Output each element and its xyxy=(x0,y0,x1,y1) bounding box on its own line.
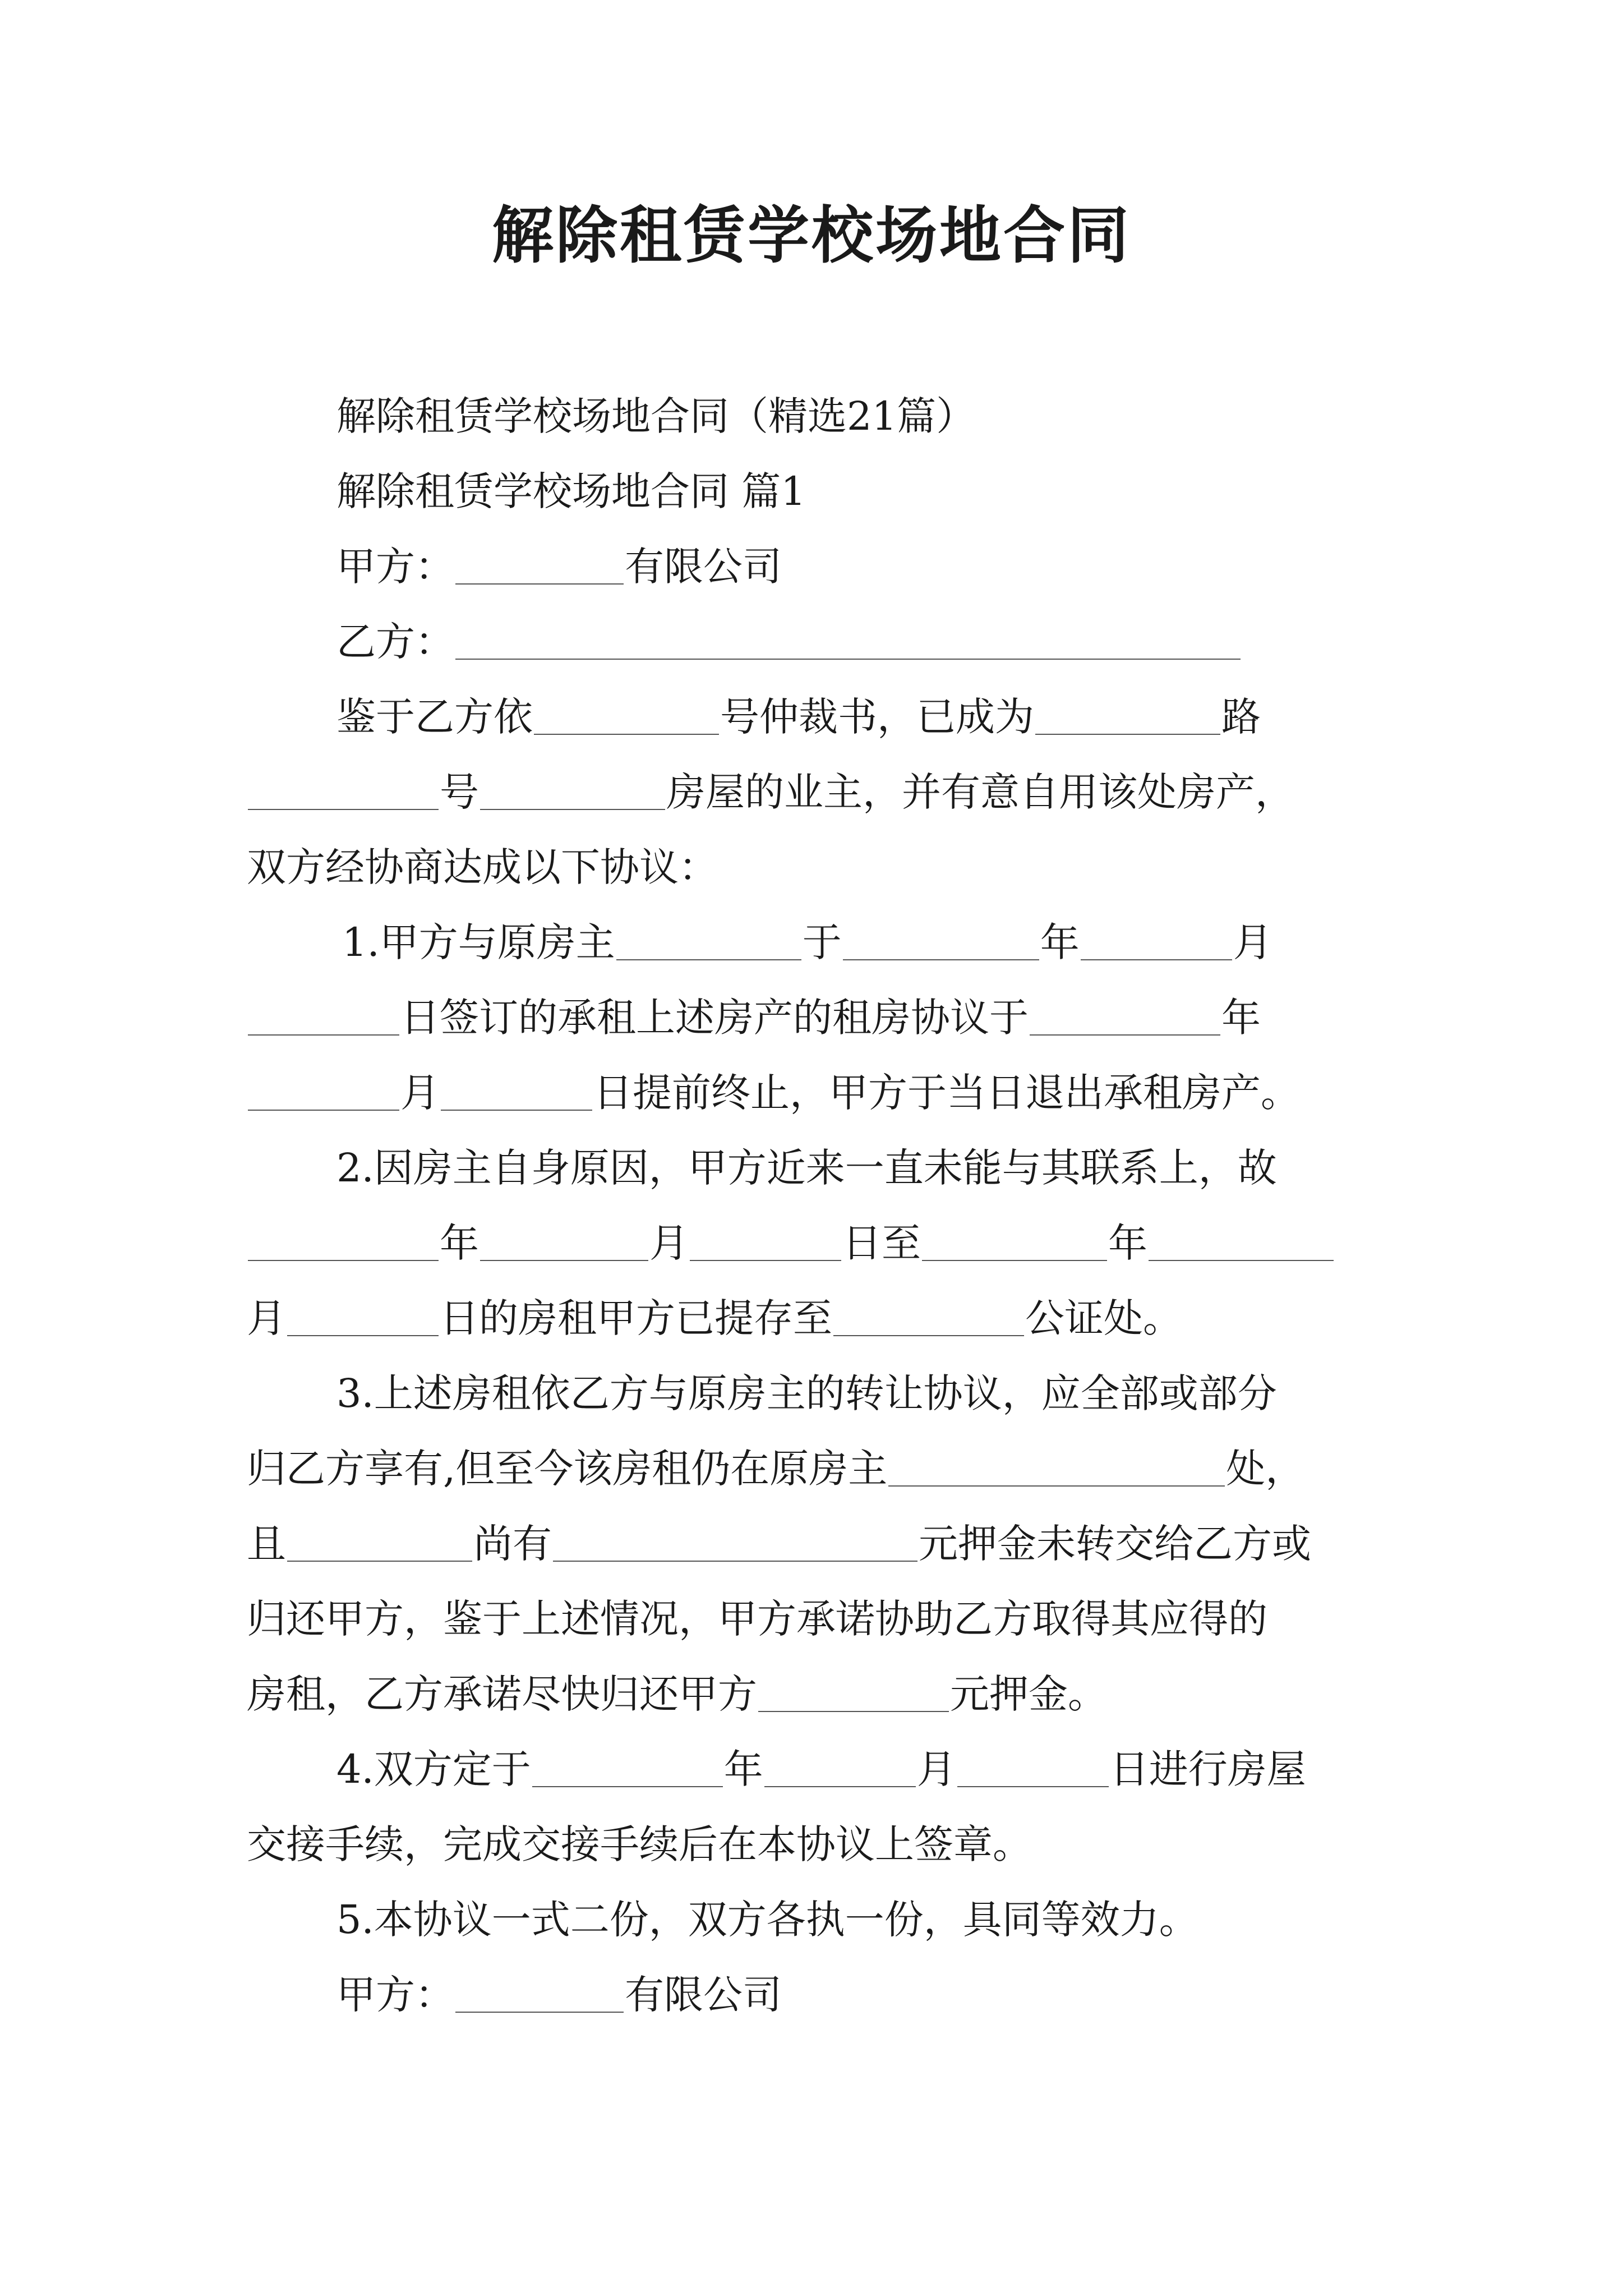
blank xyxy=(553,1526,917,1562)
party-a-line: 甲方： 有限公司 xyxy=(336,544,782,590)
blank xyxy=(480,1225,648,1261)
blank xyxy=(248,1075,399,1111)
blank xyxy=(287,1526,472,1562)
paragraph-intro-line-3: 双方经协商达成以下协议： xyxy=(247,844,718,890)
clause-1-line-1: 1.甲方与原房主 于 年 月 xyxy=(342,919,1272,965)
clause-3-line-1: 3.上述房租依乙方与原房主的转让协议，应全部或部分 xyxy=(336,1370,1277,1416)
blank xyxy=(922,1225,1107,1261)
clause-4-line-1: 4.双方定于 年 月 日进行房屋 xyxy=(336,1746,1306,1792)
party-b-line: 乙方： xyxy=(336,614,1242,670)
blank xyxy=(248,1000,399,1036)
section-heading: 解除租赁学校场地合同 篇1 xyxy=(336,468,806,514)
paragraph-intro-line-1: 鉴于乙方依 号仲裁书，已成为 路 xyxy=(336,694,1261,740)
blank xyxy=(248,1225,439,1261)
clause-3-line-4: 归还甲方，鉴于上述情况，甲方承诺协助乙方取得其应得的 xyxy=(247,1596,1267,1642)
document-title: 解除租赁学校场地合同 xyxy=(492,199,1131,272)
blank xyxy=(888,1451,1225,1487)
blank xyxy=(248,774,439,810)
blank xyxy=(287,1300,439,1336)
party-a-blank xyxy=(455,549,624,585)
blank xyxy=(441,1075,592,1111)
blank xyxy=(764,1751,916,1787)
blank xyxy=(1035,699,1220,735)
signature-party-a-line: 甲方： 有限公司 xyxy=(336,1972,782,2018)
document-subtitle: 解除租赁学校场地合同（精选21篇） xyxy=(336,393,976,439)
blank xyxy=(1030,1000,1220,1036)
clause-2-line-1: 2.因房主自身原因，甲方近来一直未能与其联系上，故 xyxy=(336,1145,1277,1191)
clause-2-line-3: 月 日的房租甲方已提存至 公证处。 xyxy=(247,1295,1182,1341)
clause-2-line-2: 年 月 日至 年 xyxy=(247,1215,1335,1271)
clause-3-line-3: 且 尚有 元押金未转交给乙方或 xyxy=(247,1521,1311,1567)
signature-party-a-blank xyxy=(455,1977,624,2013)
blank xyxy=(1081,924,1232,960)
clause-1-line-3: 月 日提前终止，甲方于当日退出承租房产。 xyxy=(247,1065,1300,1121)
clause-3-line-5: 房租，乙方承诺尽快归还甲方 元押金。 xyxy=(247,1671,1107,1717)
clause-5-line-1: 5.本协议一式二份，双方各执一份，具同等效力。 xyxy=(336,1897,1198,1943)
blank xyxy=(758,1676,949,1712)
blank xyxy=(690,1225,841,1261)
blank xyxy=(480,774,665,810)
blank xyxy=(833,1300,1024,1336)
blank xyxy=(534,699,719,735)
blank xyxy=(532,1751,723,1787)
clause-1-line-2: 日签订的承租上述房产的租房协议于 年 xyxy=(247,990,1261,1046)
clause-3-line-2: 归乙方享有,但至今该房租仍在原房主 处， xyxy=(247,1446,1305,1492)
blank xyxy=(1149,1225,1334,1261)
blank xyxy=(843,924,1039,960)
blank xyxy=(957,1751,1109,1787)
party-b-blank xyxy=(455,624,1241,660)
clause-4-line-2: 交接手续，完成交接手续后在本协议上签章。 xyxy=(247,1821,1032,1867)
paragraph-intro-line-2: 号 房屋的业主，并有意自用该处房产， xyxy=(247,764,1294,820)
blank xyxy=(616,924,801,960)
